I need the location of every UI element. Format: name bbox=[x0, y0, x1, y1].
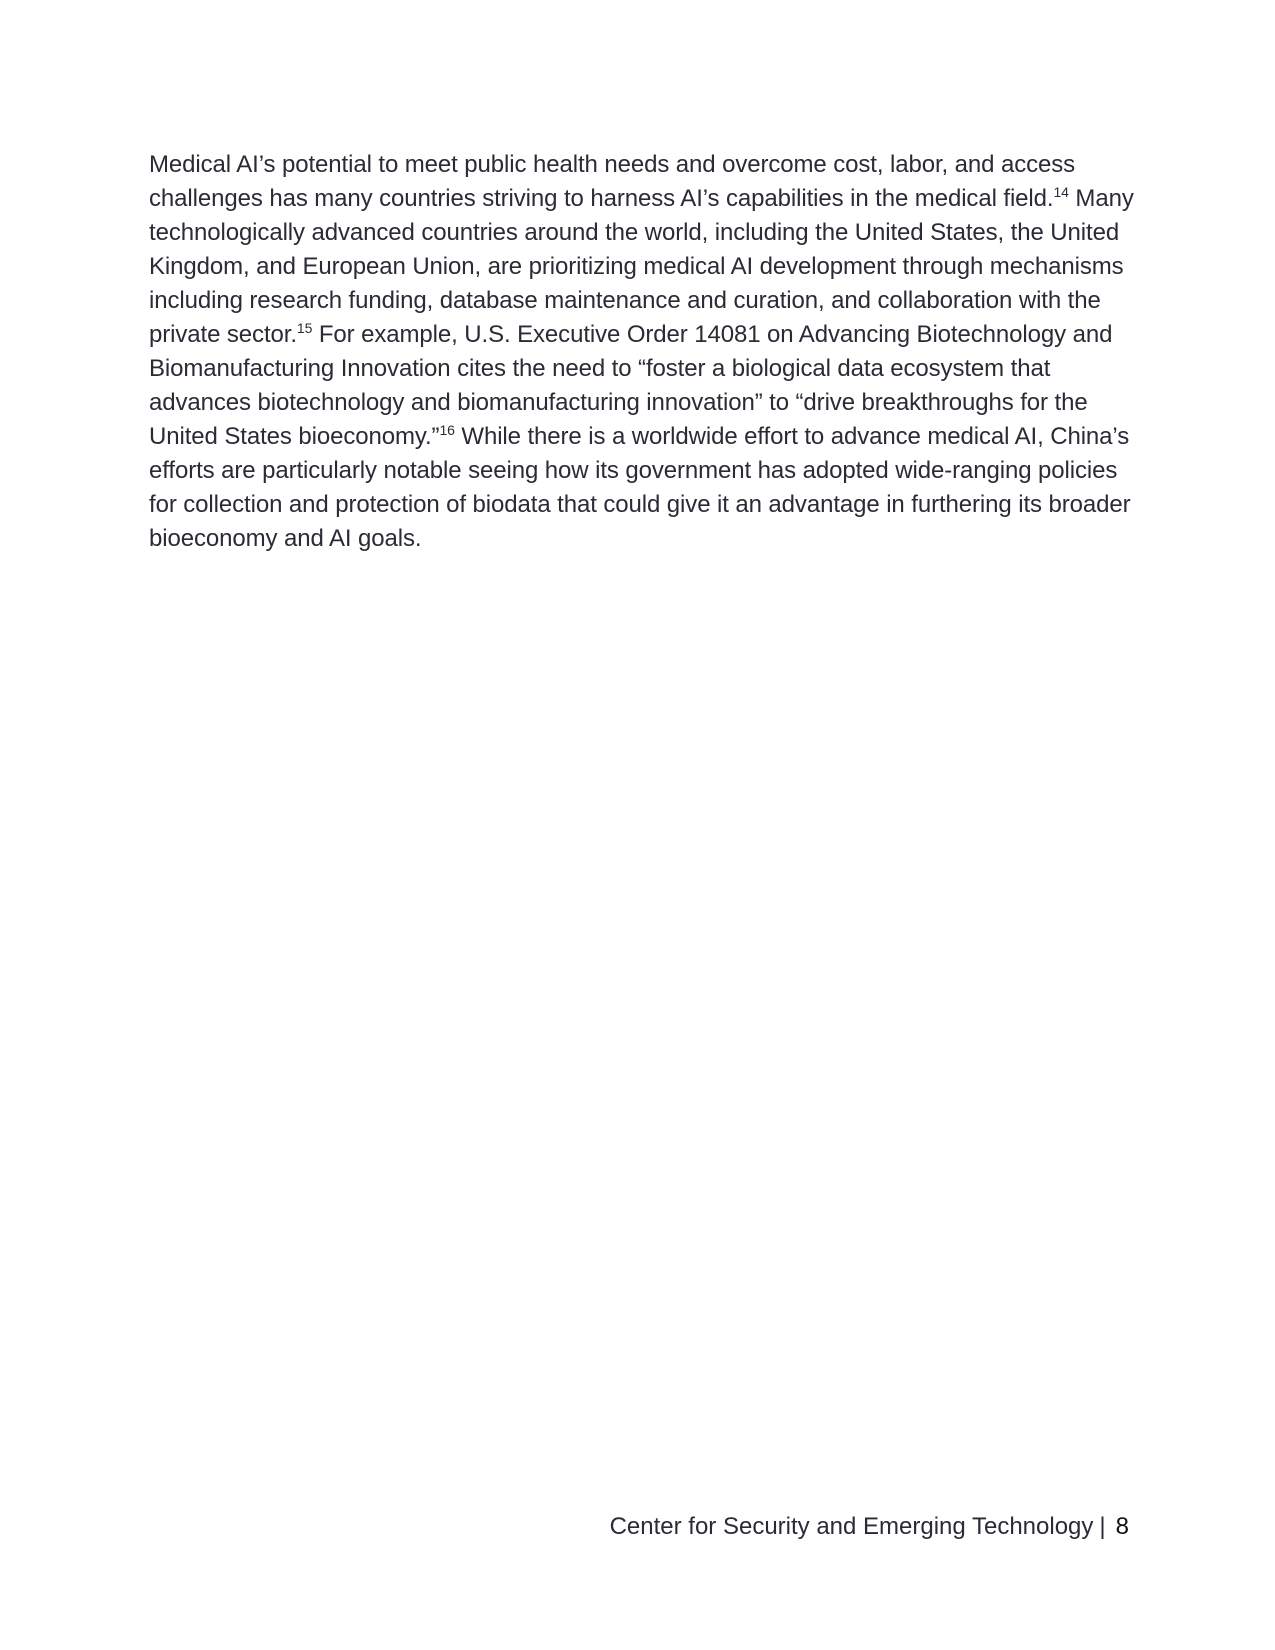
body-paragraph bbox=[149, 148, 1139, 556]
page-number: 8 bbox=[1115, 1513, 1129, 1540]
paragraph-text-segment: For example, U.S. Executive Order 14081 on Advancing Biotechnology and Biomanufacturing Innovation cites the need to “foster a biological data ecosystem that advances biotechnology and biomanufacturing innovation” to “drive breakthroughs for the United States bioeconomy.” bbox=[149, 321, 1113, 450]
footnote-reference: 15 bbox=[296, 320, 313, 336]
page-footer bbox=[610, 1511, 1129, 1543]
footer-organization: Center for Security and Emerging Technology bbox=[609, 1513, 1094, 1540]
paragraph-text-segment: While there is a worldwide effort to advance medical AI, China’s efforts are particularly notable seeing how its government has adopted wide-ranging policies for collection and protection of biodata that could give it an advantage in furthering its broader bioeconomy and AI goals. bbox=[149, 423, 1131, 552]
footnote-reference: 14 bbox=[1053, 184, 1069, 200]
footnote-reference: 16 bbox=[439, 422, 455, 438]
paragraph-text-segment: Medical AI’s potential to meet public health needs and overcome cost, labor, and access challenges has many countries striving to harness AI’s capabilities in the medical field. bbox=[149, 151, 1076, 212]
paragraph-text-segment: Many technologically advanced countries around the world, including the United States, the United Kingdom, and European Union, are prioritizing medical AI development through mechanisms including research funding, database maintenance and curation, and collaboration with the private sector. bbox=[149, 185, 1134, 348]
footer-separator: | bbox=[1099, 1513, 1106, 1540]
